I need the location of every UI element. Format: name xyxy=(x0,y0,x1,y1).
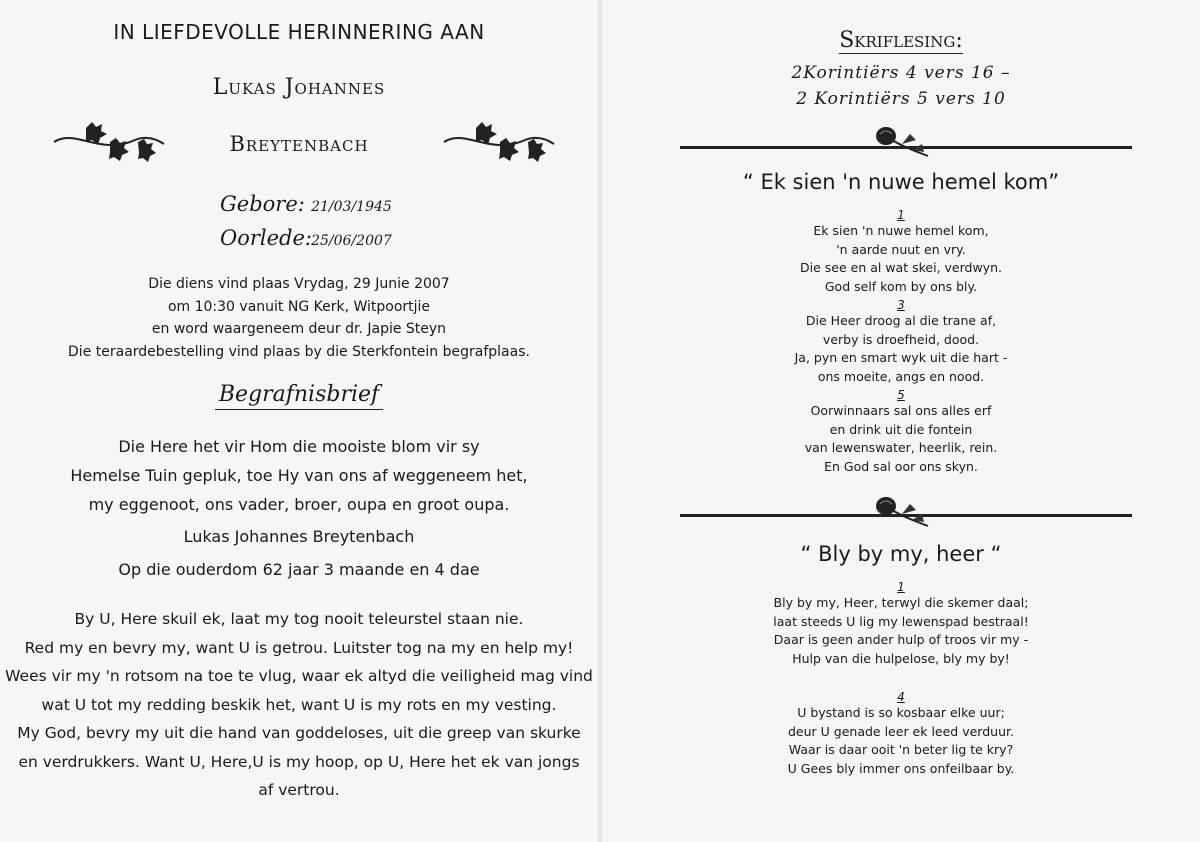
verse-line: Die Heer droog al die trane af, xyxy=(805,313,997,328)
verse-line: Bly by my, Heer, terwyl die skemer daal; xyxy=(773,595,1029,610)
vine-ornament-right-icon xyxy=(440,120,558,165)
birth-row xyxy=(220,192,392,226)
verse-line: Waar is daar ooit 'n beter lig te kry? xyxy=(788,742,1014,758)
name-surname: Breytenbach xyxy=(229,132,369,156)
birth-date: 21/03/1945 xyxy=(311,199,392,215)
scripture-reference xyxy=(602,60,1200,112)
verse-line: Hulp van die hulpelose, bly my by! xyxy=(792,650,1010,666)
verse-line: en drink uit die fontein xyxy=(829,421,973,437)
verse-line: En God sal oor ons skyn. xyxy=(824,458,978,474)
prayer-line: wat U tot my redding beskik het, want U is my rots en my vesting. xyxy=(41,695,557,714)
death-date: 25/06/2007 xyxy=(311,233,392,249)
death-label: Oorlede: xyxy=(220,226,312,250)
hymn2 xyxy=(602,542,1200,566)
hymn1-verse3 xyxy=(602,298,1200,386)
verse-line: Oorwinnaars sal ons alles erf xyxy=(810,403,992,418)
scripture-title xyxy=(602,28,1200,53)
verse-line: Die see en al wat skei, verdwyn. xyxy=(800,260,1002,276)
service-line: Die diens vind plaas Vrydag, 29 Junie 2007 xyxy=(148,276,450,292)
verse-number: 3 xyxy=(897,298,905,312)
scripture-ref-line: 2Korintiërs 4 vers 16 – xyxy=(791,63,1011,83)
verse-line: 'n aarde nuut en vry. xyxy=(836,241,966,257)
verse-line: God self kom by ons bly. xyxy=(824,278,978,294)
memorial-header: IN LIEFDEVOLLE HERINNERING AAN xyxy=(113,20,485,44)
verse-number: 4 xyxy=(897,690,905,704)
prayer-text xyxy=(0,605,598,805)
obituary-line: Die Here het vir Hom die mooiste blom vir sy xyxy=(118,437,480,456)
obituary-line: my eggenoot, ons vader, broer, oupa en groot oupa. xyxy=(88,495,510,514)
prayer-line: Wees vir my 'n rotsom na toe te vlug, waar ek altyd die veiligheid mag vind xyxy=(5,667,593,685)
deceased-full-name: Lukas Johannes Breytenbach xyxy=(183,527,415,546)
hymn1 xyxy=(602,170,1200,194)
name-first: Lukas Johannes xyxy=(212,75,386,100)
life-dates xyxy=(220,192,392,260)
section-title-text: Begrafnisbrief xyxy=(215,382,383,410)
age-line: Op die ouderdom 62 jaar 3 maande en 4 dae xyxy=(118,560,480,579)
hymn2-verse1 xyxy=(602,580,1200,668)
service-line: en word waargeneem deur dr. Japie Steyn xyxy=(151,321,447,337)
verse-line: ons moeite, angs en nood. xyxy=(817,368,985,384)
service-line: Die teraardebestelling vind plaas by die Sterkfontein begrafplaas. xyxy=(68,343,530,360)
verse-number: 1 xyxy=(897,580,905,594)
prayer-line: By U, Here skuil ek, laat my tog nooit teleurstel staan nie. xyxy=(74,610,524,628)
rose-icon xyxy=(872,492,932,530)
verse-line: deur U genade leer ek leed verduur. xyxy=(788,723,1014,739)
verse-line: verby is droefheid, dood. xyxy=(822,331,980,347)
verse-line: U bystand is so kosbaar elke uur; xyxy=(797,705,1005,720)
right-page xyxy=(602,0,1200,842)
scripture-title-text: Skriflesing: xyxy=(839,28,963,53)
hymn1-verse5 xyxy=(602,388,1200,476)
prayer-line: af vertrou. xyxy=(258,781,340,799)
obituary-line: Hemelse Tuin gepluk, toe Hy van ons af weggeneem het, xyxy=(70,466,528,485)
prayer-line: en verdrukkers. Want U, Here,U is my hoop, op U, Here het ek van jongs xyxy=(18,752,580,771)
section-title xyxy=(0,382,598,410)
hymn1-title: “ Ek sien 'n nuwe hemel kom” xyxy=(742,170,1060,194)
verse-line: van lewenswater, heerlik, rein. xyxy=(804,440,998,456)
rose-icon xyxy=(872,122,932,160)
verse-line: Daar is geen ander hulp of troos vir my - xyxy=(773,632,1029,648)
hymn1-verse1 xyxy=(602,208,1200,296)
verse-line: laat steeds U lig my lewenspad bestraal! xyxy=(773,613,1029,629)
scripture-ref-line: 2 Korintiërs 5 vers 10 xyxy=(796,89,1006,109)
birth-label: Gebore: xyxy=(220,192,305,216)
prayer-line: My God, bevry my uit die hand van goddeloses, uit die greep van skurke xyxy=(17,724,581,742)
verse-number: 5 xyxy=(897,388,905,402)
service-details xyxy=(0,273,598,363)
hymn2-title: “ Bly by my, heer “ xyxy=(800,542,1002,566)
verse-number: 1 xyxy=(897,208,905,222)
verse-line: Ek sien 'n nuwe hemel kom, xyxy=(813,223,989,238)
obituary-text xyxy=(0,432,598,519)
hymn2-verse4 xyxy=(602,690,1200,778)
verse-line: Ja, pyn en smart wyk uit die hart - xyxy=(794,350,1008,366)
verse-line: U Gees bly immer ons onfeilbaar by. xyxy=(787,760,1015,776)
death-row xyxy=(220,226,392,260)
left-page xyxy=(0,0,598,842)
prayer-line: Red my en bevry my, want U is getrou. Luitster tog na my en help my! xyxy=(24,638,574,657)
service-line: om 10:30 vanuit NG Kerk, Witpoortjie xyxy=(167,298,431,315)
